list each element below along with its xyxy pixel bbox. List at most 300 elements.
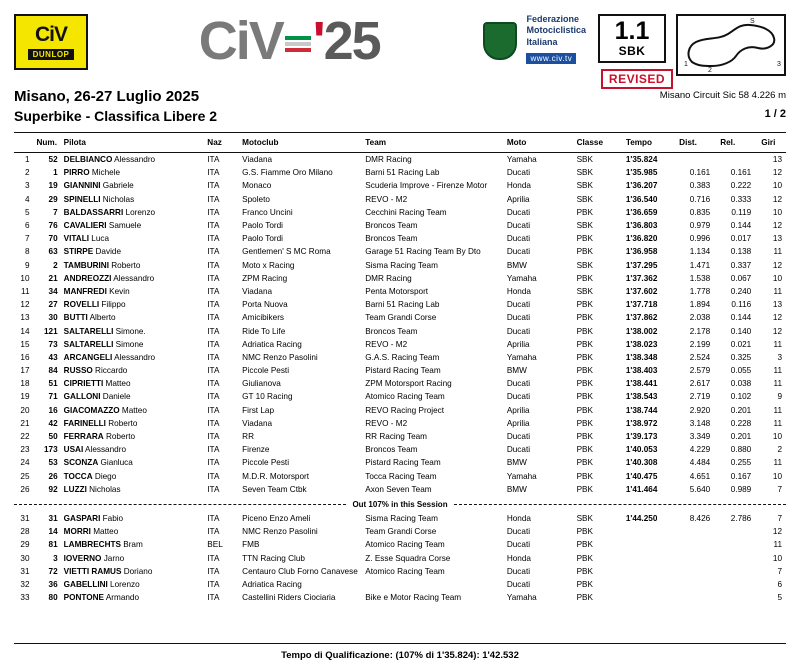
cell-giri: 10 xyxy=(772,273,782,283)
cell-team: Sisma Racing Team xyxy=(365,513,438,523)
cell-rider xyxy=(62,179,206,192)
cell-rel xyxy=(718,525,759,538)
cell-motoclub: Monaco xyxy=(242,181,272,191)
table-row xyxy=(14,324,786,337)
page-number: 1 / 2 xyxy=(764,108,786,121)
rider-firstname: Doriano xyxy=(121,566,153,576)
cell-giri: 13 xyxy=(772,234,782,244)
cell-number: 72 xyxy=(48,566,58,576)
cell-classe: PBK xyxy=(576,527,593,537)
cell-classe: PBK xyxy=(576,247,593,257)
cell-dist: 5.640 xyxy=(689,484,711,494)
cell-classe: PBK xyxy=(576,207,593,217)
cell-motoclub: GT 10 Racing xyxy=(242,392,293,402)
cell-nationality: ITA xyxy=(207,379,220,389)
col-moto: Moto xyxy=(505,133,575,153)
cell-tempo: 1'44.250 xyxy=(625,513,658,523)
rider-surname: TAMBURINI xyxy=(63,260,109,270)
cell-moto: Ducati xyxy=(506,234,531,244)
table-row xyxy=(14,272,786,285)
cell-nationality: ITA xyxy=(207,566,220,576)
cell-dist: 3.349 xyxy=(689,432,711,442)
cell-dist: 2.719 xyxy=(689,392,711,402)
cell-tempo xyxy=(624,565,677,578)
cell-moto: Ducati xyxy=(506,326,531,336)
document-category: SBK xyxy=(618,44,646,59)
cell-tempo: 1'38.543 xyxy=(625,392,658,402)
cell-giri: 5 xyxy=(777,593,782,603)
cell-rider xyxy=(62,565,206,578)
cell-rel xyxy=(718,591,759,604)
rider-surname: GIACOMAZZO xyxy=(63,405,120,415)
cell-dist xyxy=(677,525,718,538)
col-classe: Classe xyxy=(575,133,624,153)
cell-position: 5 xyxy=(24,207,30,217)
cell-moto: Ducati xyxy=(506,221,531,231)
cell-team: Broncos Team xyxy=(365,445,418,455)
cell-tempo: 1'38.972 xyxy=(625,418,658,428)
fmi-crest-icon xyxy=(480,18,520,62)
cell-classe: PBK xyxy=(576,432,593,442)
cell-motoclub: Piccole Pesti xyxy=(242,366,290,376)
cell-dist: 2.579 xyxy=(689,366,711,376)
cell-team: DMR Racing xyxy=(365,155,412,165)
document-number: 1.1 xyxy=(614,17,650,45)
federation-line3: Italiana xyxy=(526,36,558,47)
cell-rider xyxy=(62,259,206,272)
cell-team: Atomico Racing Team xyxy=(365,392,445,402)
cell-number: 76 xyxy=(48,221,58,231)
cell-classe: PBK xyxy=(576,593,593,603)
cell-classe: PBK xyxy=(576,484,593,494)
rider-firstname: Samuele xyxy=(106,221,142,231)
cell-rel xyxy=(718,551,759,564)
table-row xyxy=(14,525,786,538)
cell-tempo: 1'36.958 xyxy=(625,247,658,257)
cell-position: 17 xyxy=(20,366,30,376)
rider-surname: SALTARELLI xyxy=(63,326,114,336)
cell-motoclub: Seven Team Ctbk xyxy=(242,484,307,494)
federation-url[interactable]: www.civ.tv xyxy=(526,53,576,64)
cell-nationality: ITA xyxy=(207,207,220,217)
cell-tempo: 1'36.540 xyxy=(625,194,658,204)
table-row xyxy=(14,193,786,206)
rider-firstname: Alessandro xyxy=(112,155,156,165)
cell-position: 24 xyxy=(20,458,30,468)
cell-tempo: 1'36.659 xyxy=(625,207,658,217)
cell-number: 14 xyxy=(48,527,58,537)
cell-giri: 2 xyxy=(777,445,782,455)
revised-stamp: REVISED xyxy=(601,69,673,89)
document-header xyxy=(14,0,786,87)
civ-25-title xyxy=(198,11,380,71)
cell-motoclub: Piccole Pesti xyxy=(242,458,290,468)
cell-moto: Honda xyxy=(506,513,531,523)
cell-number: 51 xyxy=(48,379,58,389)
civ-title-main: CiV xyxy=(198,11,283,71)
cell-rider xyxy=(62,324,206,337)
cell-classe: PBK xyxy=(576,405,593,415)
cell-rel: 0.255 xyxy=(730,458,752,468)
col-club: Motoclub xyxy=(240,133,363,153)
cell-number: 50 xyxy=(48,432,58,442)
cell-moto: Yamaha xyxy=(506,352,537,362)
cell-team: ZPM Motorsport Racing xyxy=(365,379,452,389)
cell-team: Pistard Racing Team xyxy=(365,458,441,468)
cell-position: 28 xyxy=(20,527,30,537)
italian-flag-stripes xyxy=(285,36,311,54)
cell-moto: Ducati xyxy=(506,207,531,217)
cell-giri: 12 xyxy=(772,221,782,231)
cell-moto: Ducati xyxy=(506,445,531,455)
cell-classe: SBK xyxy=(576,221,593,231)
rider-surname: ANDREOZZI xyxy=(63,273,112,283)
civ-title-year: 25 xyxy=(323,11,380,71)
circuit-map-icon xyxy=(676,14,786,76)
cell-position: 22 xyxy=(20,432,30,442)
cell-giri: 12 xyxy=(772,168,782,178)
cell-nationality: ITA xyxy=(207,234,220,244)
cell-rel: 0.161 xyxy=(730,168,752,178)
cell-dist: 2.920 xyxy=(689,405,711,415)
cell-rel: 0.989 xyxy=(730,484,752,494)
cell-moto: Ducati xyxy=(506,566,531,576)
cell-motoclub: Giulianova xyxy=(242,379,281,389)
cell-classe: PBK xyxy=(576,540,593,550)
cell-moto: Aprilia xyxy=(506,405,530,415)
cell-number: 70 xyxy=(48,234,58,244)
cell-rider xyxy=(62,578,206,591)
cell-team: REVO - M2 xyxy=(365,194,408,204)
rider-surname: MANFREDI xyxy=(63,286,107,296)
cell-dist xyxy=(677,591,718,604)
cell-giri: 10 xyxy=(772,471,782,481)
cell-motoclub: First Lap xyxy=(242,405,275,415)
rider-surname: GASPARI xyxy=(63,513,101,523)
cell-motoclub: Amicibikers xyxy=(242,313,285,323)
cell-nationality: ITA xyxy=(207,513,220,523)
cell-team: Atomico Racing Team xyxy=(365,540,445,550)
session-subheader xyxy=(14,88,786,124)
document-footer xyxy=(14,643,786,661)
cell-dist: 0.835 xyxy=(689,207,711,217)
cell-team: Broncos Team xyxy=(365,221,418,231)
cell-number: 92 xyxy=(48,484,58,494)
cell-rel: 0.228 xyxy=(730,418,752,428)
cell-position: 6 xyxy=(24,221,30,231)
cell-giri: 11 xyxy=(773,379,782,389)
cell-motoclub: Paolo Tordi xyxy=(242,221,283,231)
cell-number: 173 xyxy=(43,445,58,455)
cell-nationality: ITA xyxy=(207,247,220,257)
cell-tempo: 1'40.475 xyxy=(625,471,658,481)
cell-dist: 0.383 xyxy=(689,181,711,191)
cell-position: 20 xyxy=(20,405,30,415)
col-rider: Pilota xyxy=(62,133,206,153)
cell-motoclub: G.S. Fiamme Oro Milano xyxy=(242,168,333,178)
cell-rel: 0.067 xyxy=(730,273,752,283)
cell-number: 19 xyxy=(48,181,58,191)
rider-surname: FERRARA xyxy=(63,432,104,442)
cell-giri: 11 xyxy=(773,418,782,428)
cell-giri: 12 xyxy=(772,326,782,336)
cell-position: 3 xyxy=(24,181,30,191)
cell-classe: PBK xyxy=(576,392,593,402)
cell-giri: 11 xyxy=(773,540,782,550)
cell-classe: SBK xyxy=(576,286,593,296)
cell-dist xyxy=(677,153,718,167)
cell-dist: 0.996 xyxy=(689,234,711,244)
cell-team: Atomico Racing Team xyxy=(365,566,445,576)
federation-block xyxy=(480,14,586,66)
cell-classe: PBK xyxy=(576,352,593,362)
cell-moto: BMW xyxy=(506,260,527,270)
cell-nationality: ITA xyxy=(207,392,220,402)
cell-nationality: ITA xyxy=(207,286,220,296)
table-row xyxy=(14,311,786,324)
cell-position: 31 xyxy=(20,513,30,523)
cell-rel: 0.325 xyxy=(730,352,752,362)
cell-number: 73 xyxy=(48,339,58,349)
cell-nationality: ITA xyxy=(207,593,220,603)
rider-surname: PIRRO xyxy=(63,168,90,178)
cell-position: 21 xyxy=(20,418,30,428)
cell-number: 27 xyxy=(48,300,58,310)
rider-firstname: Lorenzo xyxy=(107,579,140,589)
cell-moto: BMW xyxy=(506,458,527,468)
table-header-row xyxy=(14,133,786,153)
cell-nationality: ITA xyxy=(207,445,220,455)
civ-dunlop-logo xyxy=(14,14,88,70)
rider-surname: ARCANGELI xyxy=(63,352,113,362)
cell-dist: 3.148 xyxy=(689,418,711,428)
cell-position: 1 xyxy=(24,155,30,165)
cell-number: 21 xyxy=(48,273,58,283)
cell-position: 7 xyxy=(24,234,30,244)
cell-position: 26 xyxy=(20,484,30,494)
cell-motoclub: Spoleto xyxy=(242,194,270,204)
cell-rider xyxy=(62,219,206,232)
cell-rider xyxy=(62,193,206,206)
cell-rider xyxy=(62,483,206,496)
federation-text xyxy=(526,14,586,66)
cell-position: 18 xyxy=(20,379,30,389)
cell-rel: 0.144 xyxy=(730,221,752,231)
table-row xyxy=(14,153,786,167)
table-body xyxy=(14,153,786,605)
cell-giri: 13 xyxy=(772,155,782,165)
cell-tempo: 1'40.308 xyxy=(625,458,658,468)
cell-classe: SBK xyxy=(576,260,593,270)
cell-position: 10 xyxy=(20,273,30,283)
rider-surname: VIETTI RAMUS xyxy=(63,566,122,576)
table-row xyxy=(14,285,786,298)
cell-giri: 10 xyxy=(772,553,782,563)
cell-number: 121 xyxy=(43,326,58,336)
cell-rel: 0.167 xyxy=(730,471,752,481)
cell-dist: 1.538 xyxy=(689,273,711,283)
cell-team: Bike e Motor Racing Team xyxy=(365,593,462,603)
rider-firstname: Armando xyxy=(104,593,140,603)
cell-rider xyxy=(62,153,206,167)
rider-firstname: Jarno xyxy=(101,553,125,563)
col-tempo: Tempo xyxy=(624,133,677,153)
cell-tempo: 1'39.173 xyxy=(625,432,658,442)
cell-giri: 12 xyxy=(772,260,782,270)
cell-tempo: 1'37.862 xyxy=(625,313,658,323)
cell-moto: Aprilia xyxy=(506,194,530,204)
circuit-name: Misano Circuit Sic 58 4.226 m xyxy=(659,90,786,102)
cell-position: 8 xyxy=(24,247,30,257)
cell-classe: PBK xyxy=(576,273,593,283)
cell-motoclub: Centauro Club Forno Canavese xyxy=(242,566,358,576)
cell-tempo: 1'38.348 xyxy=(625,352,658,362)
table-row xyxy=(14,456,786,469)
cell-classe: PBK xyxy=(576,553,593,563)
cell-team: Pistard Racing Team xyxy=(365,366,441,376)
cell-nationality: BEL xyxy=(207,540,223,550)
cell-nationality: ITA xyxy=(207,484,220,494)
cell-nationality: ITA xyxy=(207,579,220,589)
cell-moto: Honda xyxy=(506,553,531,563)
cell-moto: Yamaha xyxy=(506,155,537,165)
cell-number: 43 xyxy=(48,352,58,362)
cell-position: 16 xyxy=(20,352,30,362)
cell-nationality: ITA xyxy=(207,339,220,349)
rider-firstname: Alessandro xyxy=(83,445,127,455)
table-row xyxy=(14,538,786,551)
table-row xyxy=(14,483,786,496)
table-row xyxy=(14,417,786,430)
cell-number: 1 xyxy=(53,168,58,178)
cell-rel: 0.337 xyxy=(730,260,752,270)
cell-number: 80 xyxy=(48,593,58,603)
cell-position: 31 xyxy=(20,566,30,576)
rider-surname: ROVELLI xyxy=(63,300,100,310)
cell-number: 52 xyxy=(48,155,58,165)
cell-classe: PBK xyxy=(576,471,593,481)
cell-rel xyxy=(718,538,759,551)
cell-position: 13 xyxy=(20,313,30,323)
rider-firstname: Nicholas xyxy=(100,194,135,204)
rider-firstname: Roberto xyxy=(103,432,136,442)
cell-dist: 8.426 xyxy=(689,513,711,523)
cell-rider xyxy=(62,298,206,311)
cell-nationality: ITA xyxy=(207,313,220,323)
cell-rel: 0.116 xyxy=(731,300,752,310)
rider-surname: TOCCA xyxy=(63,471,93,481)
cell-moto: Ducati xyxy=(506,540,531,550)
cell-giri: 7 xyxy=(777,513,782,523)
cell-motoclub: Moto x Racing xyxy=(242,260,295,270)
cell-dist: 0.979 xyxy=(689,221,711,231)
cell-classe: SBK xyxy=(576,155,593,165)
cell-moto: Yamaha xyxy=(506,593,537,603)
cell-tempo xyxy=(624,538,677,551)
cell-dist: 1.471 xyxy=(689,260,711,270)
cell-giri: 11 xyxy=(773,247,782,257)
cell-position: 4 xyxy=(24,194,30,204)
dunlop-sponsor-logo: DUNLOP xyxy=(28,49,75,60)
cell-motoclub: Viadana xyxy=(242,155,273,165)
cell-motoclub: Gentlemen' S MC Roma xyxy=(242,247,331,257)
rider-firstname: Riccardo xyxy=(92,366,128,376)
cell-rel: 0.038 xyxy=(730,379,752,389)
cell-rel: 0.333 xyxy=(730,194,752,204)
cell-team: REVO - M2 xyxy=(365,418,408,428)
cell-rider xyxy=(62,512,206,525)
cell-nationality: ITA xyxy=(207,273,220,283)
cell-rel: 0.021 xyxy=(730,339,752,349)
cell-tempo: 1'36.820 xyxy=(625,234,658,244)
cell-motoclub: Adriatica Racing xyxy=(242,579,302,589)
cell-position: 11 xyxy=(21,286,30,296)
cell-position: 29 xyxy=(20,540,30,550)
col-giri: Giri xyxy=(759,133,786,153)
cell-dist: 4.484 xyxy=(689,458,711,468)
cell-number: 34 xyxy=(48,286,58,296)
svg-text:3: 3 xyxy=(777,61,781,68)
rider-surname: SPINELLI xyxy=(63,194,101,204)
cell-classe: SBK xyxy=(576,194,593,204)
svg-text:1: 1 xyxy=(684,61,688,68)
table-row xyxy=(14,232,786,245)
cell-position: 19 xyxy=(20,392,30,402)
cell-nationality: ITA xyxy=(207,458,220,468)
cell-motoclub: Porta Nuova xyxy=(242,300,288,310)
cell-motoclub: Ride To Life xyxy=(242,326,286,336)
cell-classe: PBK xyxy=(576,366,593,376)
cell-rel: 0.222 xyxy=(730,181,752,191)
cell-position: 14 xyxy=(20,326,30,336)
table-row xyxy=(14,578,786,591)
cell-dist: 2.524 xyxy=(689,352,711,362)
document-number-block xyxy=(598,14,676,89)
cell-moto: Ducati xyxy=(506,379,531,389)
cell-dist: 2.178 xyxy=(689,326,711,336)
cell-tempo: 1'35.824 xyxy=(625,155,658,165)
svg-text:2: 2 xyxy=(708,67,712,74)
cell-nationality: ITA xyxy=(207,221,220,231)
rider-firstname: Simone. xyxy=(113,326,146,336)
cell-moto: Ducati xyxy=(506,527,531,537)
table-row xyxy=(14,551,786,564)
table-row xyxy=(14,470,786,483)
cell-team: Axon Seven Team xyxy=(365,484,432,494)
col-team: Team xyxy=(363,133,505,153)
cell-classe: PBK xyxy=(576,379,593,389)
cell-tempo: 1'37.295 xyxy=(625,260,658,270)
cell-team: Broncos Team xyxy=(365,326,418,336)
cell-rel: 0.880 xyxy=(730,445,752,455)
table-row xyxy=(14,364,786,377)
cell-classe: SBK xyxy=(576,168,593,178)
cell-team: Team Grandi Corse xyxy=(365,313,437,323)
cell-motoclub: Adriatica Racing xyxy=(242,339,302,349)
cell-position: 32 xyxy=(20,579,30,589)
cell-giri: 11 xyxy=(773,458,782,468)
cell-nationality: ITA xyxy=(207,527,220,537)
cell-nationality: ITA xyxy=(207,366,220,376)
rider-surname: STIRPE xyxy=(63,247,94,257)
cell-classe: PBK xyxy=(576,326,593,336)
cell-dist xyxy=(677,578,718,591)
cell-nationality: ITA xyxy=(207,471,220,481)
table-row xyxy=(14,430,786,443)
federation-line2: Motociclistica xyxy=(526,25,586,36)
cell-team: G.A.S. Racing Team xyxy=(365,352,440,362)
cell-dist: 2.617 xyxy=(689,379,711,389)
